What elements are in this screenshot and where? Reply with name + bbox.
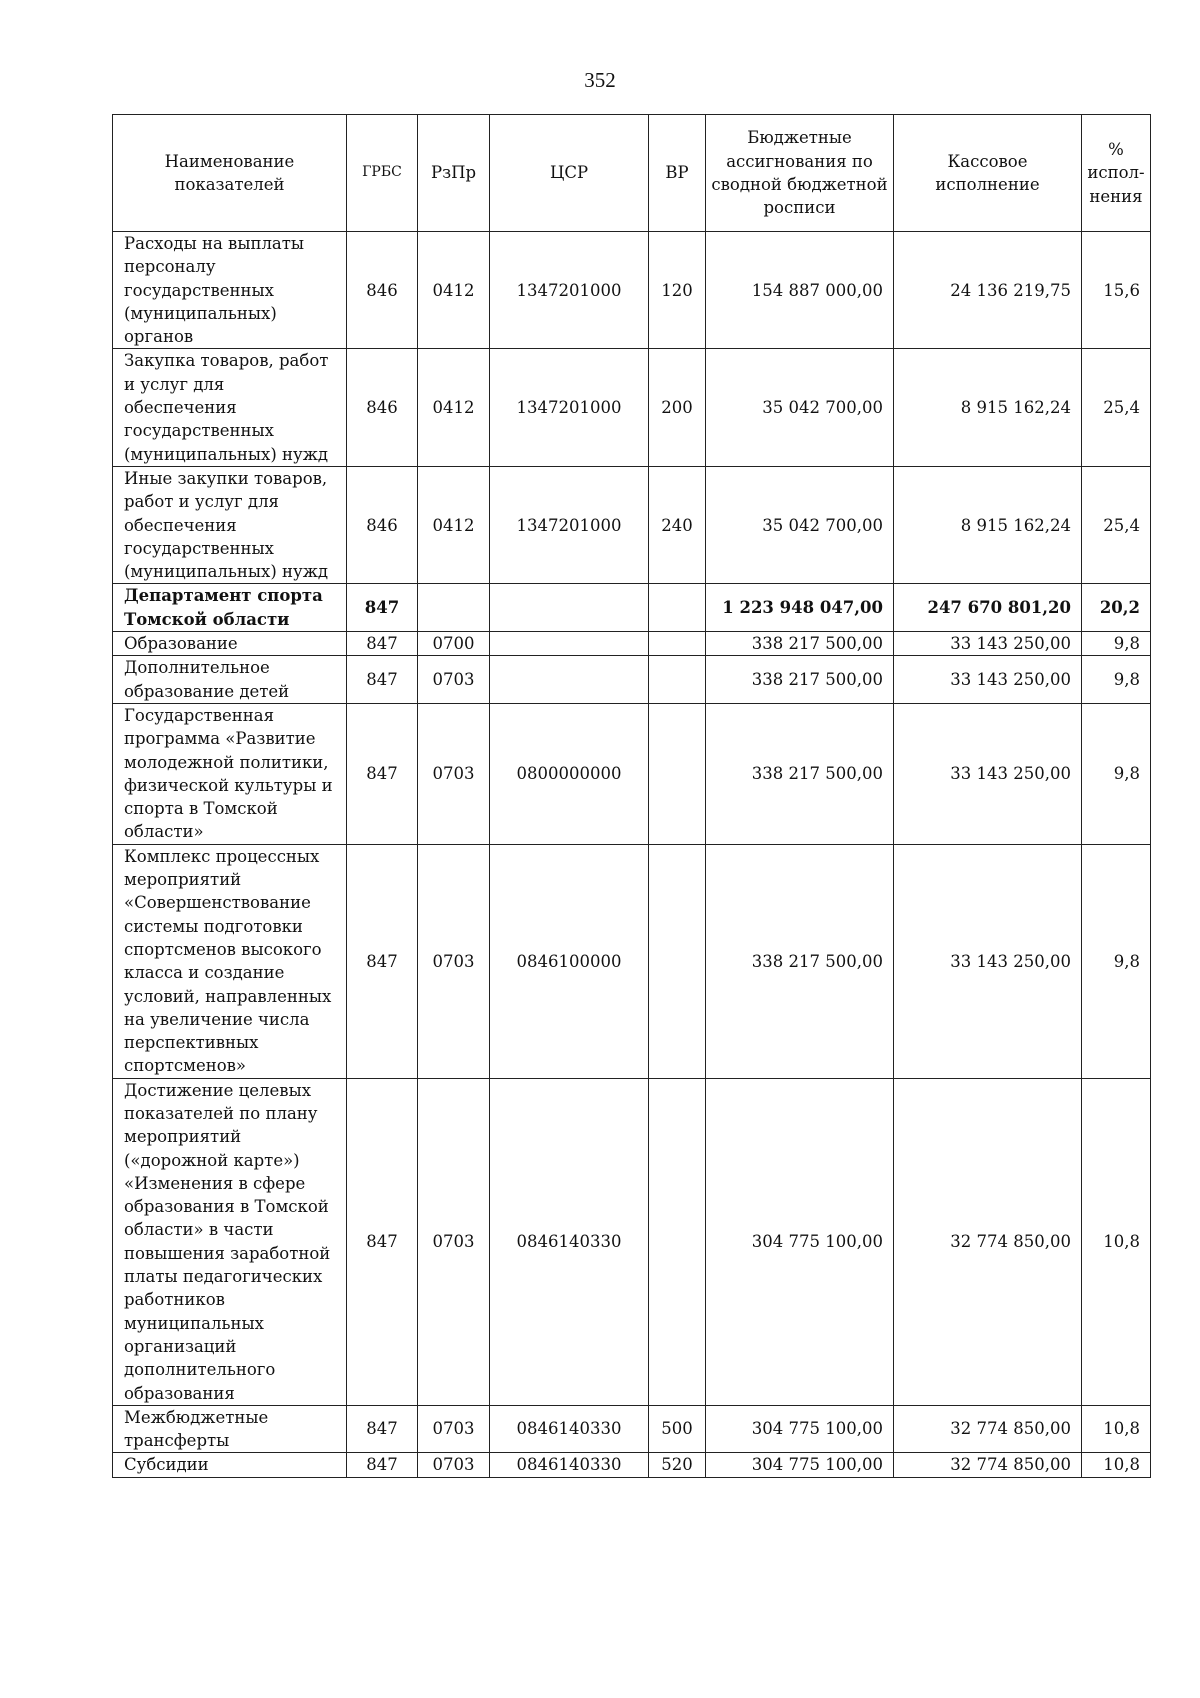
- page-number: 352: [584, 68, 616, 92]
- header-grbs: ГРБС: [347, 115, 418, 232]
- row-csr-cell: 0800000000: [490, 703, 649, 844]
- header-rzpr: РзПр: [418, 115, 490, 232]
- row-name-cell: Комплекс процессных мероприятий «Совершенствование системы подготовки спортсменов высокого класса и создание условий, направленных на увеличение числа перспективных спортсменов»: [113, 844, 347, 1078]
- row-vr-cell: [649, 632, 706, 656]
- row-csr-cell: 1347201000: [490, 466, 649, 583]
- row-name-cell: Субсидии: [113, 1453, 347, 1477]
- row-name-cell: Образование: [113, 632, 347, 656]
- header-cash: Кассовое исполнение: [894, 115, 1082, 232]
- row-vr-cell: [649, 703, 706, 844]
- row-budget-cell: 304 775 100,00: [706, 1405, 894, 1453]
- table-row: [113, 1078, 1151, 1405]
- row-rzpr-cell: 0412: [418, 349, 490, 466]
- table-body: [113, 232, 1151, 1478]
- row-budget-cell: 35 042 700,00: [706, 466, 894, 583]
- row-percent-cell: 9,8: [1082, 844, 1151, 1078]
- table-header: [113, 115, 1151, 232]
- row-cash-cell: 32 774 850,00: [894, 1078, 1082, 1405]
- row-name-cell: Государственная программа «Развитие молодежной политики, физической культуры и спорта в Томской области»: [113, 703, 347, 844]
- row-budget-cell: 1 223 948 047,00: [706, 584, 894, 632]
- row-budget-cell: 338 217 500,00: [706, 703, 894, 844]
- row-grbs-cell: 847: [347, 584, 418, 632]
- table-row: [113, 349, 1151, 466]
- row-budget-cell: 338 217 500,00: [706, 844, 894, 1078]
- table-row: [113, 1405, 1151, 1453]
- row-csr-cell: 1347201000: [490, 232, 649, 349]
- row-cash-cell: 33 143 250,00: [894, 656, 1082, 704]
- row-cash-cell: 8 915 162,24: [894, 466, 1082, 583]
- row-budget-cell: 304 775 100,00: [706, 1453, 894, 1477]
- table-row: [113, 232, 1151, 349]
- row-percent-cell: 25,4: [1082, 349, 1151, 466]
- header-name: Наименование показателей: [113, 115, 347, 232]
- row-vr-cell: 120: [649, 232, 706, 349]
- row-cash-cell: 247 670 801,20: [894, 584, 1082, 632]
- row-percent-cell: 10,8: [1082, 1078, 1151, 1405]
- header-row: [113, 115, 1151, 232]
- row-grbs-cell: 846: [347, 466, 418, 583]
- row-percent-cell: 9,8: [1082, 656, 1151, 704]
- row-budget-cell: 338 217 500,00: [706, 632, 894, 656]
- row-rzpr-cell: 0700: [418, 632, 490, 656]
- row-rzpr-cell: 0703: [418, 1453, 490, 1477]
- row-csr-cell: 0846100000: [490, 844, 649, 1078]
- row-name-cell: Департамент спорта Томской области: [113, 584, 347, 632]
- row-name-cell: Дополнительное образование детей: [113, 656, 347, 704]
- row-grbs-cell: 846: [347, 232, 418, 349]
- row-rzpr-cell: [418, 584, 490, 632]
- row-vr-cell: 200: [649, 349, 706, 466]
- row-rzpr-cell: 0703: [418, 703, 490, 844]
- row-cash-cell: 24 136 219,75: [894, 232, 1082, 349]
- table-row: [113, 584, 1151, 632]
- row-csr-cell: [490, 584, 649, 632]
- row-cash-cell: 33 143 250,00: [894, 844, 1082, 1078]
- row-csr-cell: 0846140330: [490, 1405, 649, 1453]
- row-rzpr-cell: 0703: [418, 656, 490, 704]
- row-cash-cell: 33 143 250,00: [894, 632, 1082, 656]
- table-row: [113, 1453, 1151, 1477]
- row-csr-cell: [490, 656, 649, 704]
- row-grbs-cell: 846: [347, 349, 418, 466]
- row-cash-cell: 32 774 850,00: [894, 1453, 1082, 1477]
- row-rzpr-cell: 0412: [418, 466, 490, 583]
- row-cash-cell: 8 915 162,24: [894, 349, 1082, 466]
- row-name-cell: Закупка товаров, работ и услуг для обеспечения государственных (муниципальных) нужд: [113, 349, 347, 466]
- row-cash-cell: 32 774 850,00: [894, 1405, 1082, 1453]
- row-csr-cell: 1347201000: [490, 349, 649, 466]
- row-grbs-cell: 847: [347, 844, 418, 1078]
- budget-execution-table: [112, 114, 1151, 1478]
- header-budget: Бюджетные ассигнования по сводной бюджетной росписи: [706, 115, 894, 232]
- header-percent: % испол-нения: [1082, 115, 1151, 232]
- row-budget-cell: 35 042 700,00: [706, 349, 894, 466]
- table-row: [113, 703, 1151, 844]
- row-grbs-cell: 847: [347, 1453, 418, 1477]
- row-budget-cell: 154 887 000,00: [706, 232, 894, 349]
- row-csr-cell: 0846140330: [490, 1453, 649, 1477]
- row-vr-cell: [649, 656, 706, 704]
- row-name-cell: Межбюджетные трансферты: [113, 1405, 347, 1453]
- header-csr: ЦСР: [490, 115, 649, 232]
- row-percent-cell: 9,8: [1082, 632, 1151, 656]
- row-rzpr-cell: 0703: [418, 844, 490, 1078]
- row-budget-cell: 304 775 100,00: [706, 1078, 894, 1405]
- row-csr-cell: [490, 632, 649, 656]
- row-cash-cell: 33 143 250,00: [894, 703, 1082, 844]
- row-name-cell: Расходы на выплаты персоналу государственных (муниципальных) органов: [113, 232, 347, 349]
- row-budget-cell: 338 217 500,00: [706, 656, 894, 704]
- row-percent-cell: 10,8: [1082, 1405, 1151, 1453]
- table-row: [113, 466, 1151, 583]
- table-row: [113, 656, 1151, 704]
- row-vr-cell: [649, 1078, 706, 1405]
- row-percent-cell: 25,4: [1082, 466, 1151, 583]
- row-vr-cell: 240: [649, 466, 706, 583]
- row-rzpr-cell: 0703: [418, 1078, 490, 1405]
- row-percent-cell: 20,2: [1082, 584, 1151, 632]
- row-percent-cell: 15,6: [1082, 232, 1151, 349]
- table-row: [113, 844, 1151, 1078]
- row-percent-cell: 9,8: [1082, 703, 1151, 844]
- row-vr-cell: [649, 844, 706, 1078]
- row-csr-cell: 0846140330: [490, 1078, 649, 1405]
- row-grbs-cell: 847: [347, 703, 418, 844]
- row-rzpr-cell: 0703: [418, 1405, 490, 1453]
- row-rzpr-cell: 0412: [418, 232, 490, 349]
- row-grbs-cell: 847: [347, 632, 418, 656]
- header-vr: ВР: [649, 115, 706, 232]
- row-vr-cell: 520: [649, 1453, 706, 1477]
- row-percent-cell: 10,8: [1082, 1453, 1151, 1477]
- row-vr-cell: [649, 584, 706, 632]
- row-grbs-cell: 847: [347, 656, 418, 704]
- row-name-cell: Достижение целевых показателей по плану мероприятий («дорожной карте») «Изменения в сфере образования в Томской области» в части повышения заработной платы педагогических работников муниципальных организаций дополнительного образования: [113, 1078, 347, 1405]
- row-grbs-cell: 847: [347, 1078, 418, 1405]
- row-grbs-cell: 847: [347, 1405, 418, 1453]
- row-name-cell: Иные закупки товаров, работ и услуг для обеспечения государственных (муниципальных) нужд: [113, 466, 347, 583]
- table-row: [113, 632, 1151, 656]
- row-vr-cell: 500: [649, 1405, 706, 1453]
